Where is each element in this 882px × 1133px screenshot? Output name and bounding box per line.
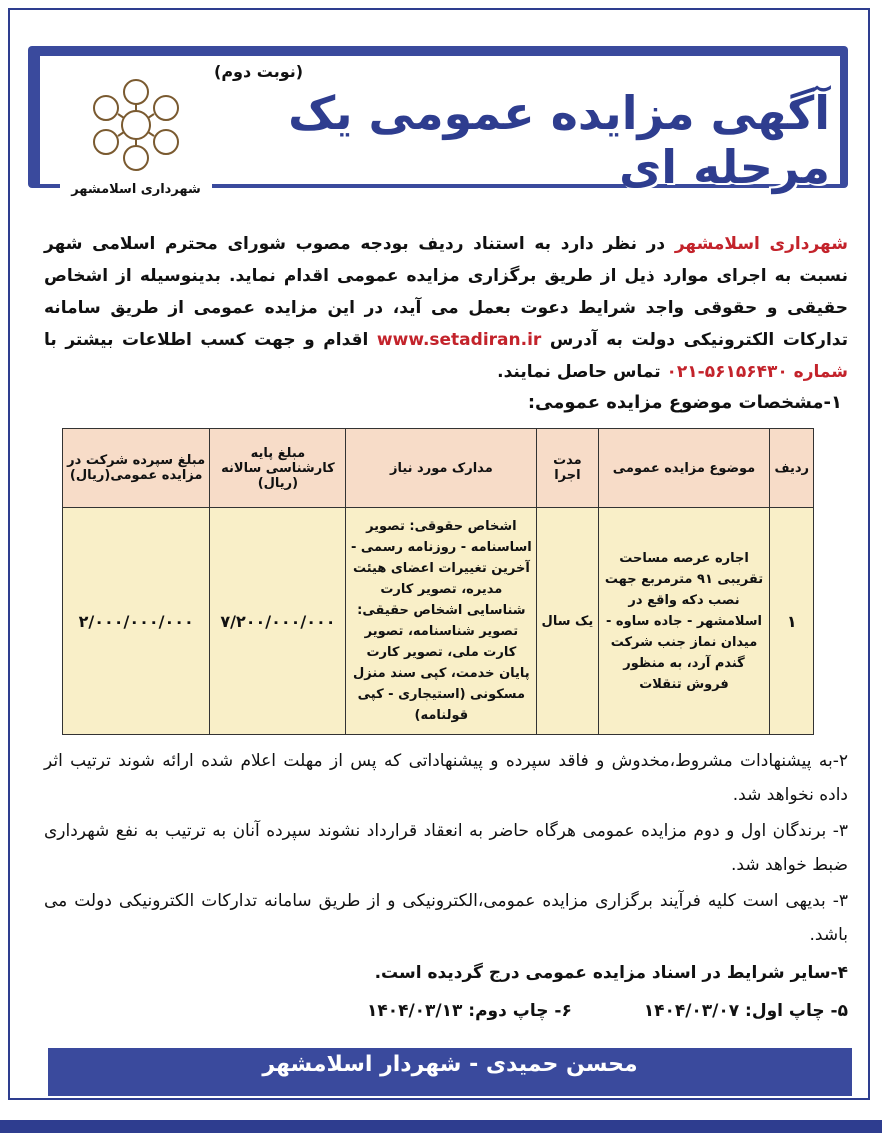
cell-docs: اشخاص حقوقی: تصویر اساسنامه - روزنامه رسمی - آخرین تغییرات اعضای هیئت مدیره، تصویر کارت شناسایی اشخاص حقیقی: تصویر شناسنامه، تصویر کارت ملی، تصویر کارت پایان خدمت، کپی سند منزل مسکونی (استیجاری - کپی قولنامه) [346,508,537,735]
condition-3: ۳- برندگان اول و دوم مزایده عمومی هرگاه حاضر به انعقاد قرارداد نشوند سپرده آنان به ترتیب به نفع شهرداری ضبط خواهد شد. [44,821,848,875]
logo-caption: شهرداری اسلامشهر [71,182,201,197]
cell-base-price: ۷/۲۰۰/۰۰۰/۰۰۰ [210,508,346,735]
condition-2: ۲-به پیشنهادات مشروط،مخدوش و فاقد سپرده و پیشنهاداتی که پس از مهلت اعلام شده ارائه شوند ترتیب اثر داده نخواهد شد. [44,751,848,805]
logo-ornament-icon [74,70,198,180]
org-name: شهرداری اسلامشهر [674,234,848,254]
col-duration: مدت اجرا [537,429,598,508]
auction-table [62,428,814,735]
round-label: (نوبت دوم) [214,62,304,81]
mayor-signature: محسن حمیدی - شهردار اسلامشهر [262,1052,638,1077]
table-row [63,508,814,735]
cell-deposit: ۲/۰۰۰/۰۰۰/۰۰۰ [63,508,210,735]
cell-duration: یک سال [537,508,598,735]
table-header-row [63,429,814,508]
col-docs: مدارک مورد نیاز [346,429,537,508]
col-deposit: مبلغ سپرده شرکت در مزایده عمومی(ریال) [63,429,210,508]
print-dates [44,994,848,1028]
contact-phone: شماره ۵۶۱۵۶۴۳۰-۰۲۱ [666,362,848,382]
cell-subject: اجاره عرصه مساحت تقریبی ۹۱ مترمربع جهت نصب دکه واقع در اسلامشهر - جاده ساوه - میدان نماز جنب شرکت گندم آرد، به منظور فروش تنقلات [598,508,770,735]
col-row: ردیف [770,429,814,508]
section-title: ۱-مشخصات موضوع مزایده عمومی: [527,392,842,413]
intro-text-1: در نظر دارد به استناد ردیف بودجه مصوب شورای محترم اسلامی شهر نسبت به اجرای موارد ذیل از طریق برگزاری مزایده عمومی اقدام نماید. بدینوسیله از اشخاص حقیقی و حقوقی واجد شرایط دعوت بعمل می آید، در این مزایده عمومی از طریق سامانه تدارکات الکترونیکی دولت به آدرس [44,234,848,350]
setad-url-link[interactable]: www.setadiran.ir [376,330,542,350]
col-base-price: مبلغ پایه کارشناسی سالانه (ریال) [210,429,346,508]
page-title: آگهی مزایده عمومی یک مرحله ای [288,86,830,194]
cell-row-num: ۱ [770,508,814,735]
col-subject: موضوع مزایده عمومی [598,429,770,508]
condition-4: ۴-سایر شرایط در اسناد مزایده عمومی درج گردیده است. [374,963,848,983]
first-print-date: ۵- چاپ اول: ۱۴۰۴/۰۳/۰۷ [643,1001,848,1021]
second-print-date: ۶- چاپ دوم: ۱۴۰۴/۰۳/۱۳ [366,1001,572,1021]
condition-3b: ۳- بدیهی است کلیه فرآیند برگزاری مزایده عمومی،الکترونیکی و از طریق سامانه تدارکات الکترونیکی دولت می باشد. [44,891,848,945]
intro-text-3: تماس حاصل نمایند. [497,362,667,382]
municipality-logo [60,62,212,208]
intro-paragraph [44,228,848,388]
bottom-strip [0,1120,882,1133]
intro-text-2: اقدام و جهت کسب اطلاعات بیشتر با [44,330,377,350]
